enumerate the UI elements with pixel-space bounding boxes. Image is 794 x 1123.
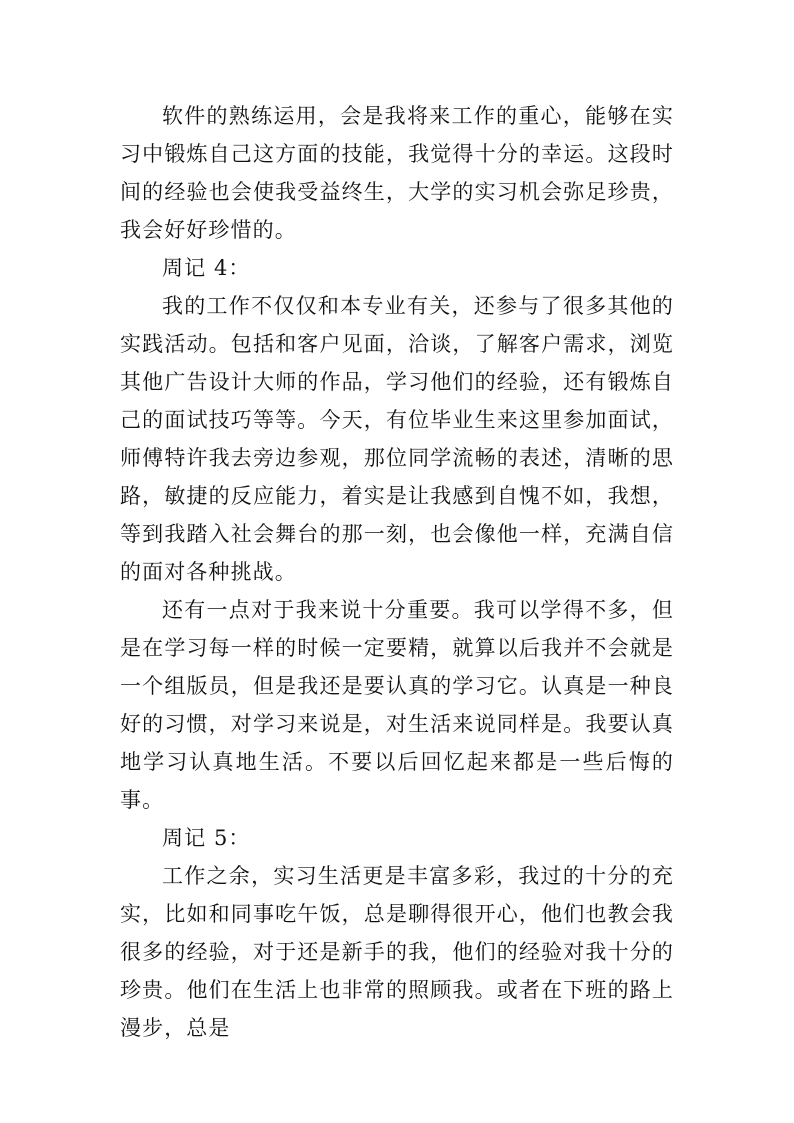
paragraph-software-skills: 软件的熟练运用，会是我将来工作的重心，能够在实习中锻炼自己这方面的技能，我觉得十分的幸运。这段时间的经验也会使我受益终生，大学的实习机会弥足珍贵，我会好好珍惜的。 bbox=[120, 104, 674, 242]
paragraph-week-4-learning: 还有一点对于我来说十分重要。我可以学得不多，但是在学习每一样的时候一定要精，就算以后我并不会就是一个组版员，但是我还是要认真的学习它。认真是一种良好的习惯，对学习来说是，对生活来说同样是。我要认真地学习认真地生活。不要以后回忆起来都是一些后悔的事。 bbox=[120, 598, 674, 812]
heading-week-4: 周记 4： bbox=[162, 256, 251, 280]
document-body bbox=[120, 97, 674, 1047]
heading-week-5: 周记 5： bbox=[162, 826, 251, 850]
paragraph-week-4-activities: 我的工作不仅仅和本专业有关，还参与了很多其他的实践活动。包括和客户见面，洽谈，了解客户需求，浏览其他广告设计大师的作品，学习他们的经验，还有锻炼自己的面试技巧等等。今天，有位毕业生来这里参加面试，师傅特许我去旁边参观，那位同学流畅的表述，清晰的思路，敏捷的反应能力，着实是让我感到自愧不如，我想，等到我踏入社会舞台的那一刻，也会像他一样，充满自信的面对各种挑战。 bbox=[120, 294, 674, 584]
paragraph-week-5-life: 工作之余，实习生活更是丰富多彩，我过的十分的充实，比如和同事吃午饭，总是聊得很开心，他们也教会我很多的经验，对于还是新手的我，他们的经验对我十分的珍贵。他们在生活上也非常的照顾我。或者在下班的路上漫步，总是 bbox=[120, 864, 674, 1040]
